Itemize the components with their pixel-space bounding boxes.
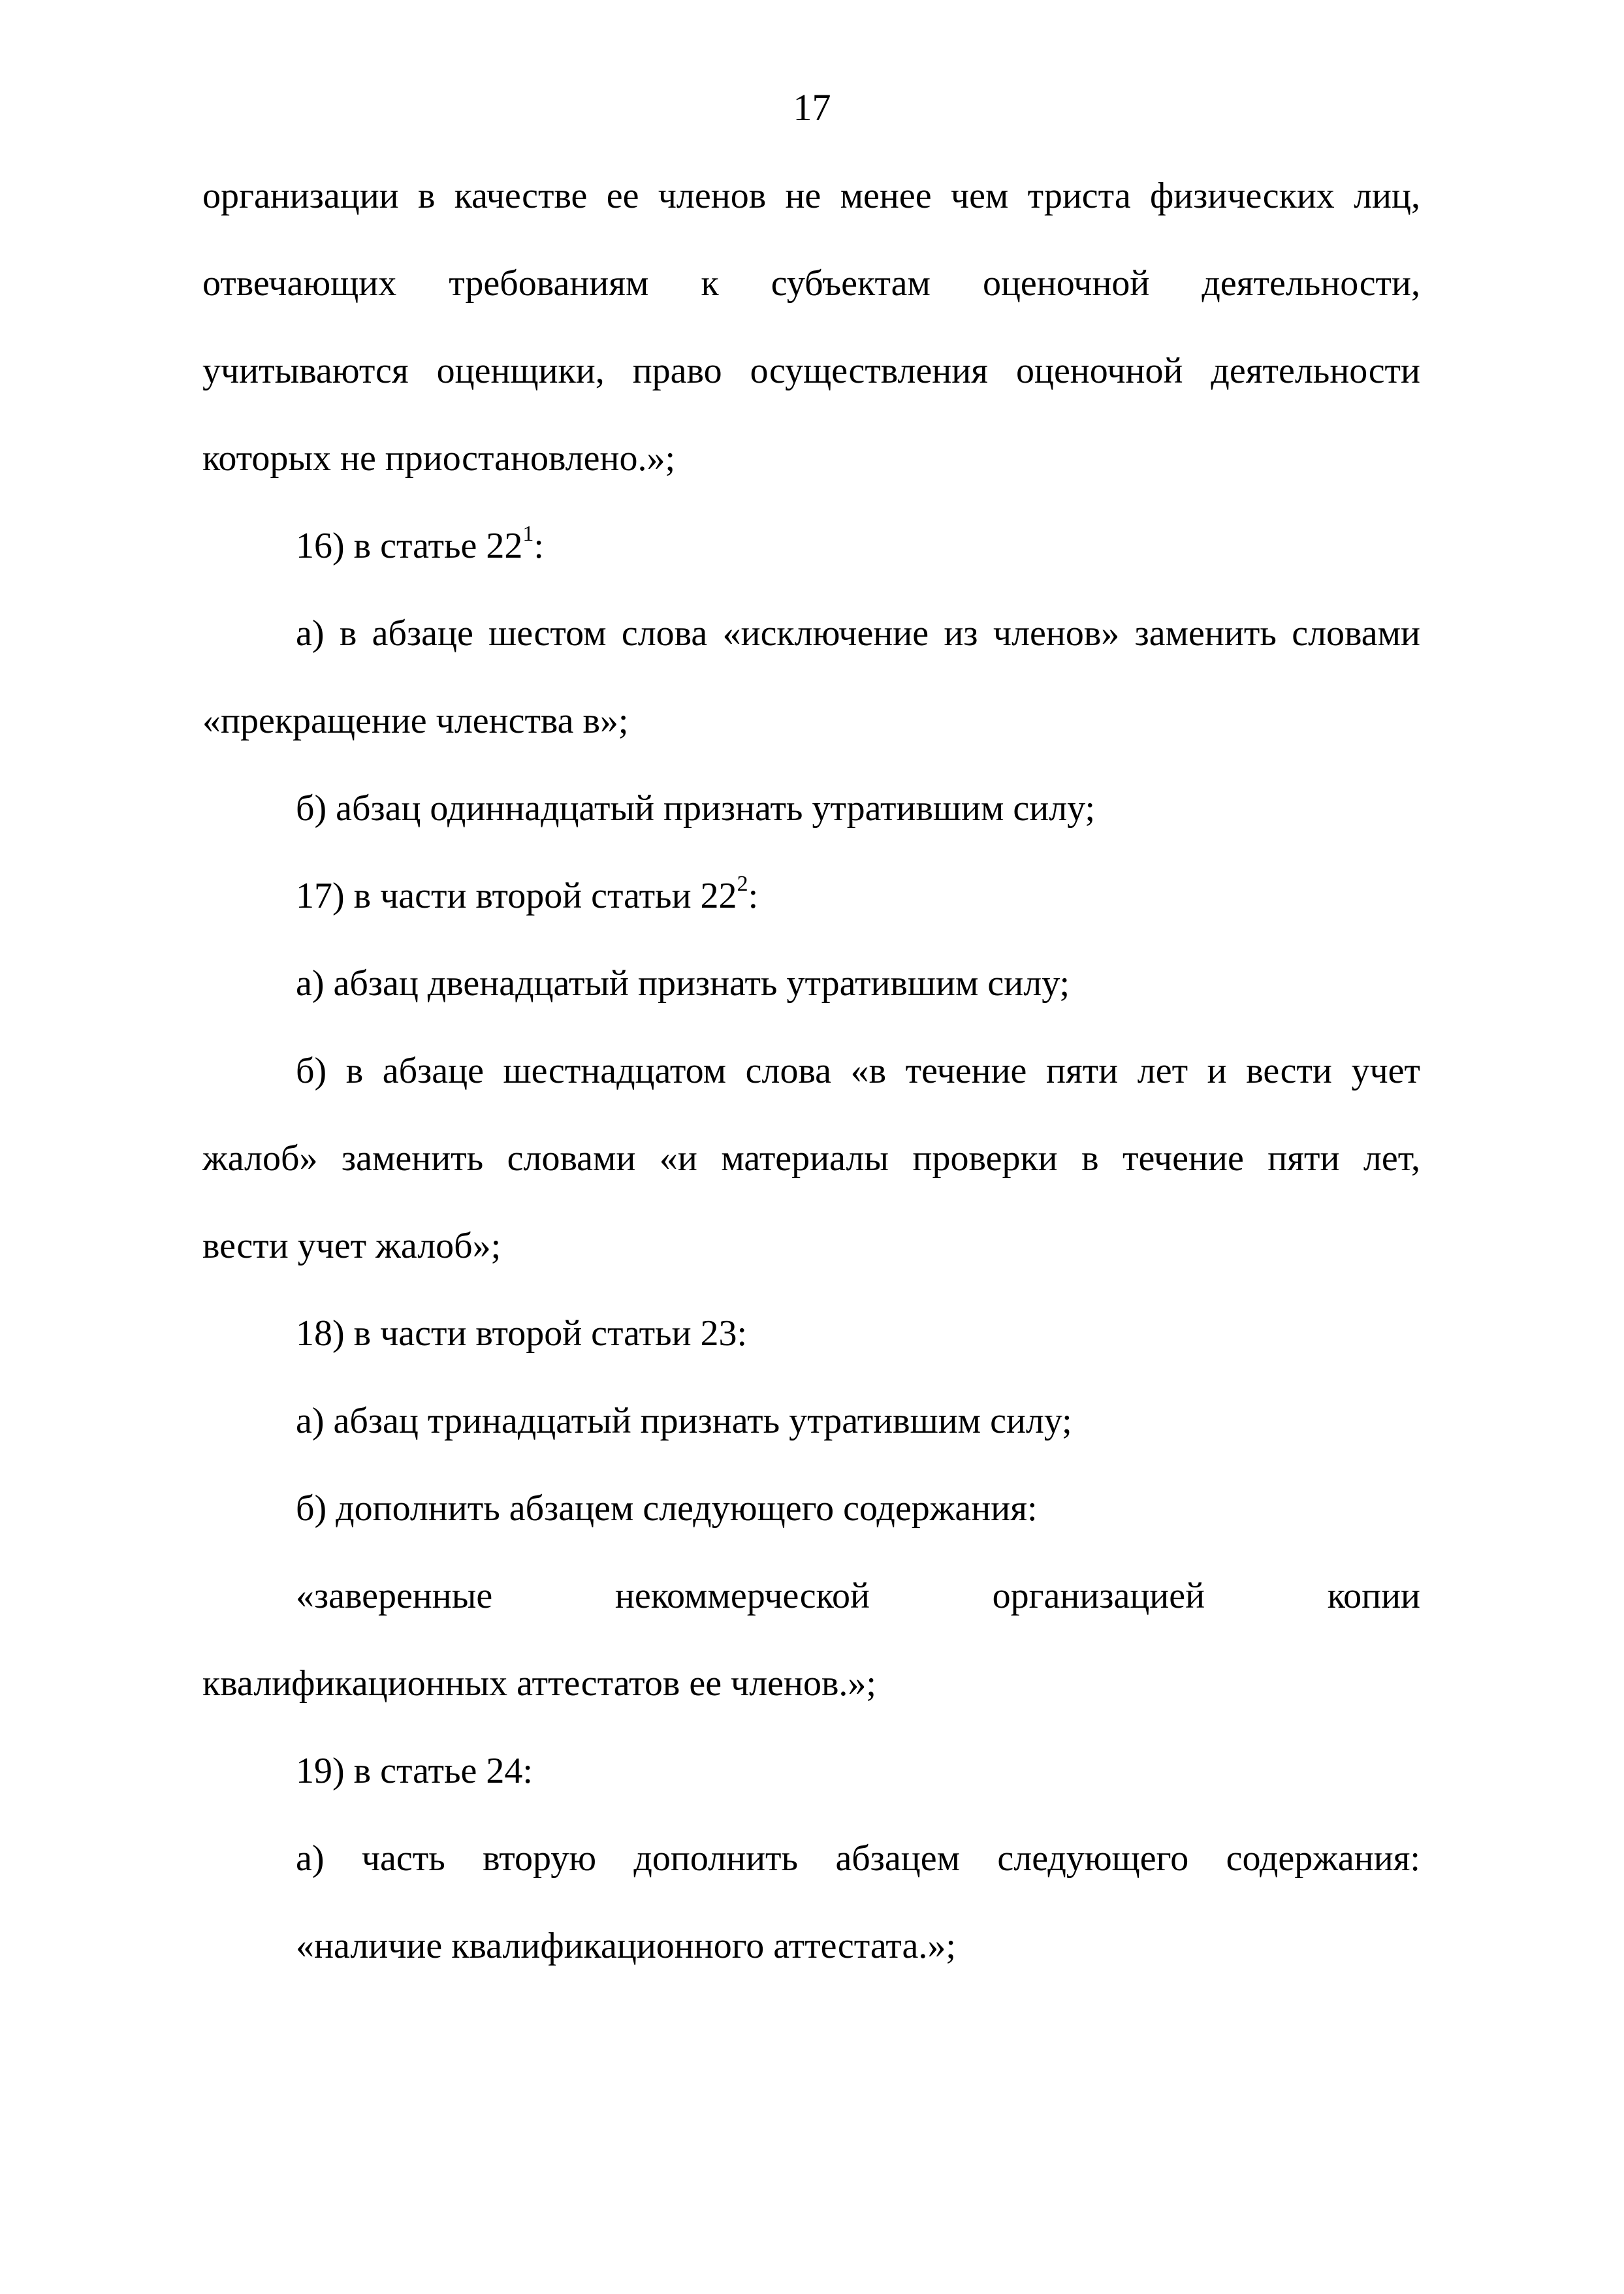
text-line: учитываются оценщики, право осуществления оценочной деятельности (202, 351, 1420, 391)
text-line: а) в абзаце шестом слова «исключение из членов» заменить словами (296, 613, 1420, 654)
text-line: а) абзац двенадцатый признать утратившим силу; (296, 963, 1070, 1004)
text-line: вести учет жалоб»; (202, 1226, 502, 1266)
item-16-colon: : (533, 526, 544, 566)
text-line: организации в качестве ее членов не менее чем триста физических лиц, (202, 176, 1420, 216)
text-line: квалификационных аттестатов ее членов.»; (202, 1663, 876, 1704)
text-line: а) часть вторую дополнить абзацем следующего содержания: (296, 1838, 1420, 1879)
text-line: которых не приостановлено.»; (202, 438, 676, 479)
item-16-text: 16) в статье 22 (296, 526, 523, 566)
text-line: «прекращение членства в»; (202, 701, 629, 741)
text-line: 18) в части второй статьи 23: (296, 1313, 748, 1354)
text-line: б) в абзаце шестнадцатом слова «в течение пяти лет и вести учет (296, 1051, 1420, 1091)
text-line-item-17 (296, 870, 758, 922)
text-line: 19) в статье 24: (296, 1751, 533, 1791)
item-17-colon: : (748, 876, 759, 916)
text-line-item-16 (296, 520, 544, 572)
text-line: «наличие квалификационного аттестата.»; (296, 1926, 956, 1966)
page-number: 17 (793, 86, 831, 129)
text-line: б) дополнить абзацем следующего содержания: (296, 1488, 1038, 1529)
text-line: жалоб» заменить словами «и материалы проверки в течение пяти лет, (202, 1138, 1420, 1179)
text-line: а) абзац тринадцатый признать утратившим силу; (296, 1401, 1072, 1441)
item-16-superscript: 1 (522, 522, 534, 547)
text-line: «заверенные некоммерческой организацией копии (296, 1576, 1420, 1616)
text-line: отвечающих требованиям к субъектам оценочной деятельности, (202, 263, 1420, 304)
text-line: б) абзац одиннадцатый признать утратившим силу; (296, 788, 1096, 829)
item-17-superscript: 2 (737, 872, 748, 897)
item-17-text: 17) в части второй статьи 22 (296, 876, 737, 916)
